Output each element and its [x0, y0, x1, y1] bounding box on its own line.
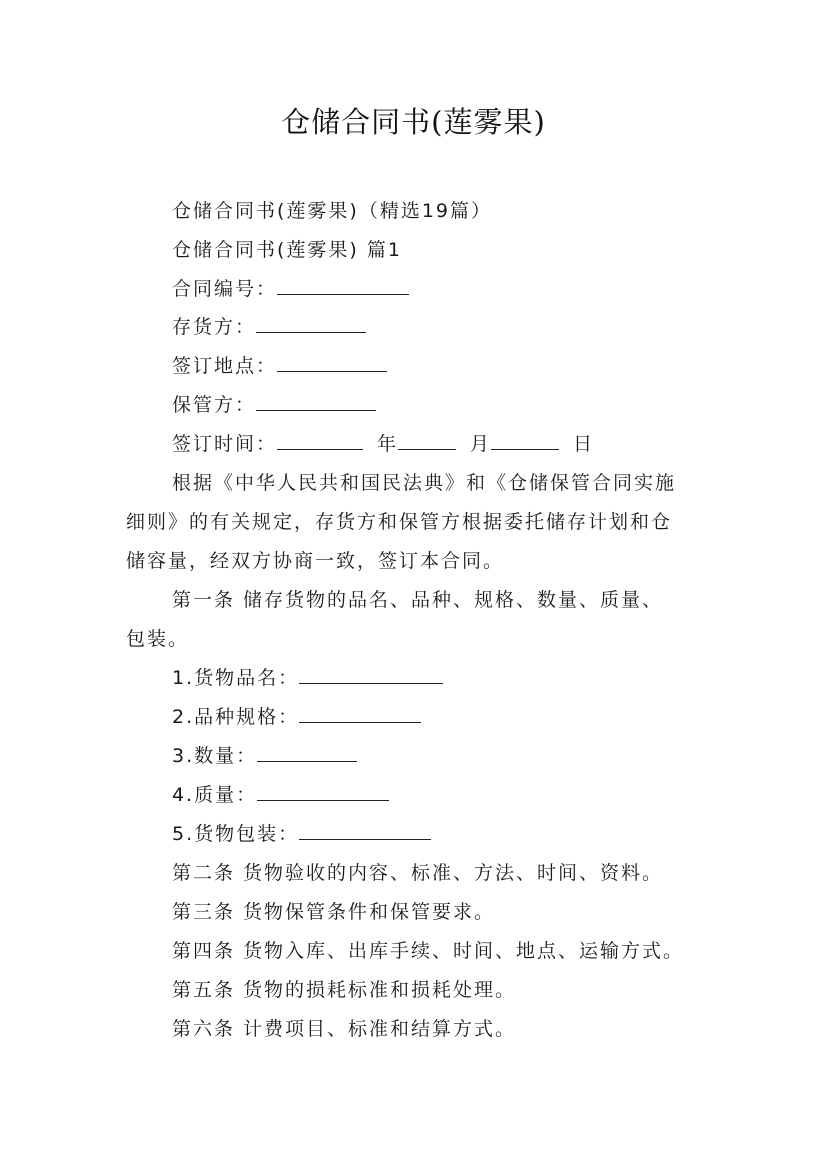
- goods-item: [126, 703, 772, 731]
- custodian-label: 保管方：: [172, 394, 257, 416]
- goods-name-blank: [299, 665, 443, 684]
- goods-item-label: 4.质量：: [172, 784, 258, 806]
- intro-line-1: 根据《中华人民共和国民法典》和《仓储保管合同实施: [172, 472, 677, 494]
- sign-time-row: [126, 430, 772, 458]
- goods-item-label: 5.货物包装：: [172, 823, 300, 845]
- intro-line-2: 细则》的有关规定，存货方和保管方根据委托储存计划和仓: [126, 511, 673, 533]
- article-1-line-2: 包装。: [126, 628, 190, 650]
- year-label: 年: [377, 433, 399, 455]
- article-5: 第五条 货物的损耗标准和损耗处理。: [172, 979, 517, 1001]
- sign-time-label: 签订时间：: [172, 433, 278, 455]
- depositor-row: [126, 313, 772, 341]
- month-blank: [398, 431, 456, 450]
- month-label: 月: [470, 433, 492, 455]
- day-label: 日: [573, 433, 595, 455]
- sign-place-blank: [277, 353, 387, 372]
- article-1-line-1: 第一条 储存货物的品名、品种、规格、数量、质量、: [172, 589, 664, 611]
- article-2: 第二条 货物验收的内容、标准、方法、时间、资料。: [172, 862, 664, 884]
- article-6: 第六条 计费项目、标准和结算方式。: [172, 1018, 517, 1040]
- year-blank: [277, 431, 363, 450]
- goods-packaging-blank: [299, 821, 431, 840]
- goods-item: [126, 742, 772, 770]
- goods-item-label: 2.品种规格：: [172, 706, 300, 728]
- article-3: 第三条 货物保管条件和保管要求。: [172, 901, 496, 923]
- goods-item: [126, 781, 772, 809]
- sign-place-row: [126, 352, 772, 380]
- section-heading: 仓储合同书(莲雾果) 篇1: [172, 239, 402, 261]
- depositor-label: 存货方：: [172, 316, 257, 338]
- day-blank: [491, 431, 559, 450]
- goods-item: [126, 820, 772, 848]
- custodian-row: [126, 391, 772, 419]
- sign-place-label: 签订地点：: [172, 355, 278, 377]
- contract-number-blank: [277, 276, 409, 295]
- goods-quality-blank: [257, 782, 389, 801]
- goods-item-label: 1.货物品名：: [172, 667, 300, 689]
- goods-quantity-blank: [257, 743, 357, 762]
- custodian-blank: [256, 392, 376, 411]
- goods-item: [126, 664, 772, 692]
- depositor-blank: [256, 314, 366, 333]
- goods-item-label: 3.数量：: [172, 745, 258, 767]
- article-4: 第四条 货物入库、出库手续、时间、地点、运输方式。: [172, 940, 685, 962]
- contract-number-label: 合同编号：: [172, 278, 278, 300]
- contract-number-row: [126, 275, 772, 303]
- document-title: 仓储合同书(莲雾果): [281, 105, 546, 139]
- intro-line-3: 储容量，经双方协商一致，签订本合同。: [126, 550, 505, 572]
- document-subtitle: 仓储合同书(莲雾果)（精选19篇）: [172, 200, 493, 222]
- goods-spec-blank: [299, 704, 421, 723]
